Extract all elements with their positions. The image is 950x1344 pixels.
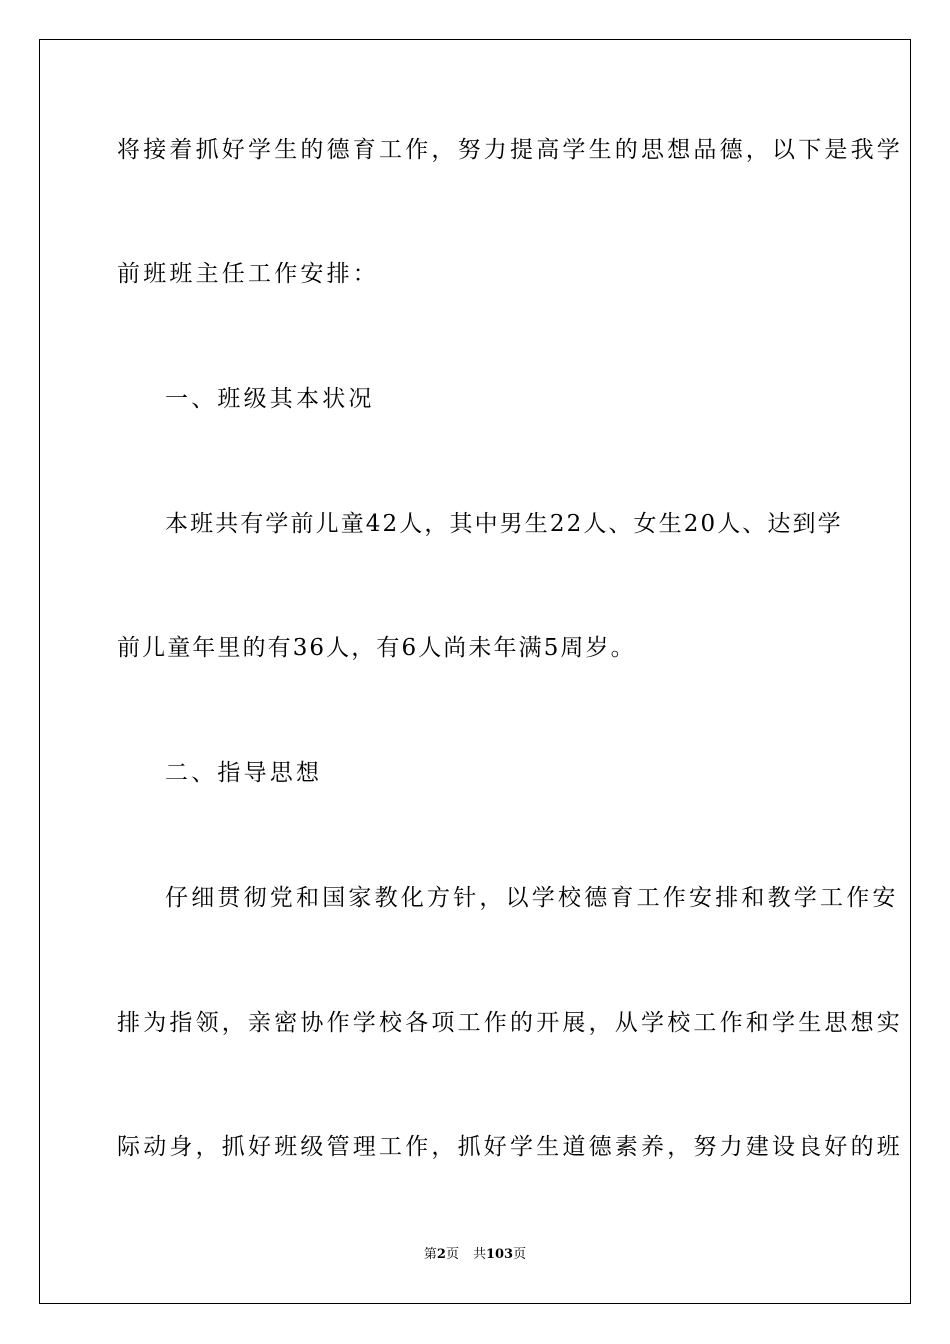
total-suffix: 页 xyxy=(513,1247,527,1262)
page-border xyxy=(39,39,911,1304)
page-prefix: 第 xyxy=(423,1247,437,1262)
page-number: 2 xyxy=(436,1247,446,1262)
body-line-3: 本班共有学前儿童42人，其中男生22人、女生20人、达到学 xyxy=(165,511,843,537)
section-heading-1: 一、班级其本状况 xyxy=(165,386,375,412)
body-line-6: 排为指领，亲密协作学校各项工作的开展，从学校工作和学生思想实 xyxy=(117,1010,903,1036)
total-prefix: 共 xyxy=(472,1247,486,1262)
section-heading-2: 二、指导思想 xyxy=(165,760,323,786)
body-line-4: 前儿童年里的有36人，有6人尚未年满5周岁。 xyxy=(117,635,636,661)
body-line-7: 际动身，抓好班级管理工作，抓好学生道德素养，努力建设良好的班 xyxy=(117,1134,903,1160)
body-line-2: 前班班主任工作安排： xyxy=(117,261,379,287)
total-pages: 103 xyxy=(485,1247,514,1262)
body-line-1: 将接着抓好学生的德育工作，努力提高学生的思想品德，以下是我学 xyxy=(117,137,903,163)
page-footer xyxy=(0,1247,950,1263)
page-suffix: 页 xyxy=(445,1247,459,1262)
body-line-5: 仔细贯彻党和国家教化方针，以学校德育工作安排和教学工作安 xyxy=(165,885,899,911)
